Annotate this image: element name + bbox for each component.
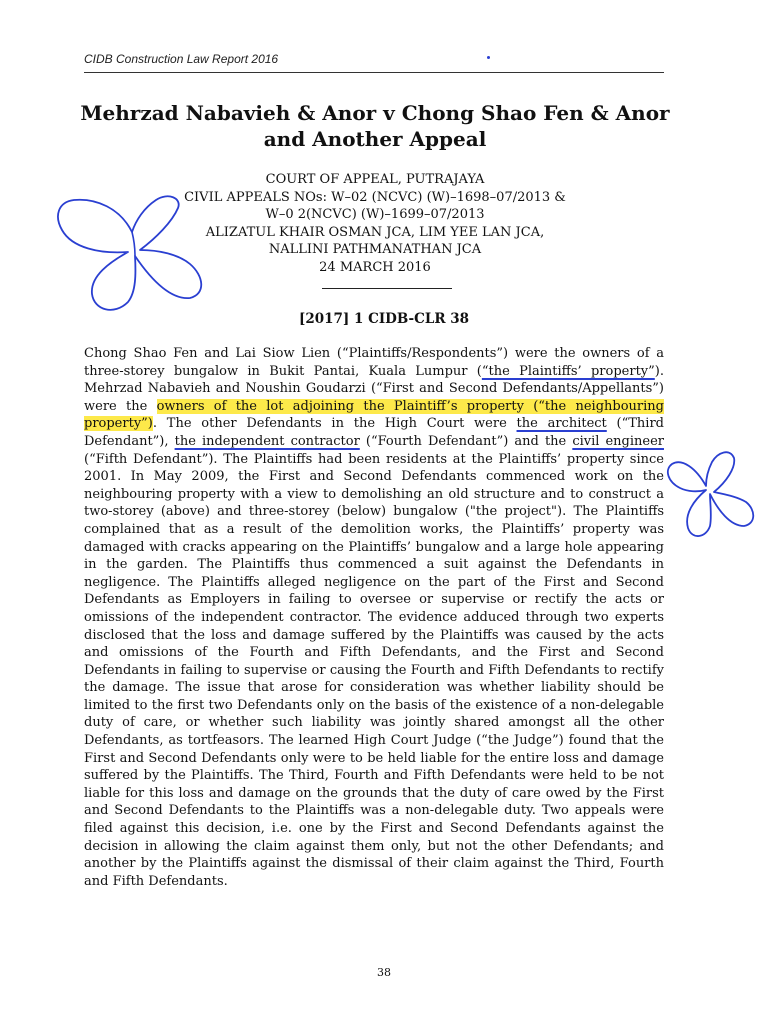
appeal-numbers-line-2: W–0 2(NCVC) (W)–1699–07/2013 — [265, 207, 485, 222]
page-number: 38 — [377, 966, 391, 979]
highlighted-phrase: owners of the lot adjoining the Plaintiff’s property (“the neighbouring property”) — [84, 398, 664, 432]
section-divider — [322, 288, 452, 289]
judges-line-1: ALIZATUL KHAIR OSMAN JCA, LIM YEE LAN JCA, — [205, 224, 545, 240]
appeal-numbers-line-1: CIVIL APPEALS NOs: W–02 (NCVC) (W)–1698–07/2013 & — [184, 189, 566, 205]
body-text-segment: ). Mehrzad Nabavieh and Noushin Goudarzi (“First and Second Defendants/Appellants”) were the — [84, 363, 664, 414]
headnote-paragraph — [84, 345, 664, 890]
body-text-segment: Chong Shao Fen and Lai Siow Lien (“Plaintiffs/Respondents”) were the owners of a three-storey bungalow in Bukit Pantai, Kuala Lumpur ( — [84, 346, 664, 379]
ink-dot — [487, 56, 490, 59]
judges-line-2: NALLINI PATHMANATHAN JCA — [268, 242, 482, 257]
body-text-segment: (“Third Defendant”), — [84, 416, 664, 449]
body-text-segment: (“Fourth Defendant”) and the — [359, 433, 573, 449]
header-rule — [84, 72, 664, 73]
underlined-phrase: civil engineer — [572, 433, 664, 449]
butterfly-doodle-left — [40, 190, 210, 325]
running-head: CIDB Construction Law Report 2016 — [84, 52, 279, 66]
butterfly-doodle-right — [660, 448, 760, 548]
citation: [2017] 1 CIDB-CLR 38 — [298, 311, 470, 327]
underlined-phrase: the independent contractor — [174, 433, 360, 449]
court-name: COURT OF APPEAL, PUTRAJAYA — [265, 172, 485, 187]
case-title: Mehrzad Nabavieh & Anor v Chong Shao Fen & Anor and Another Appeal — [80, 101, 670, 151]
body-text-segment: (“Fifth Defendant”). The Plaintiffs had been residents at the Plaintiffs’ property since 2001. In May 2009, the First and Second Defendants commenced work on the neighbouring property with a view to demolishing an old structure and to construct a two-storey (above) and three-storey (below) bungalow ("the project"). The Plaintiffs complained that as a result of the demolition works, the Plaintiffs’ property was damaged with cracks appearing on the Plaintiffs’ bungalow and a large hole appearing in the garden. The Plaintiffs thus commenced a suit against the Defendants in negligence. The Plaintiffs alleged negligence on the part of the First and Second Defendants as Employers in failing to oversee or supervise or rectify the acts or omissions of the independent contractor. The evidence adduced through two experts disclosed that the loss and damage suffered by the Plaintiffs was caused by the acts and omissions of the Fourth and Fifth Defendants, and the First and Second Defendants in failing to supervise or causing the Fourth and Fifth Defendants to rectify the damage. The issue that arose for consideration was whether liability should be limited to the first two Defendants only on the basis of the existence of a non-delegable duty of care, or whether such liability was jointly shared amongst all the other Defendants, as tortfeasors. The learned High Court Judge (“the Judge”) found that the First and Second Defendants only were to be held liable for the entire loss and damage suffered by the Plaintiffs. The Third, Fourth and Fifth Defendants were held to be not liable for this loss and damage on the grounds that the duty of care owed by the First and Second Defendants to the Plaintiffs was a non-delegable duty. Two appeals were filed against this decision, i.e. one by the First and Second Defendants against the decision in allowing the claim against them only, but not the other Defendants; and another by the Plaintiffs against the dismissal of their claim against the Third, Fourth and Fifth Defendants. — [84, 451, 664, 889]
underlined-phrase: the architect — [516, 416, 607, 432]
decision-date: 24 MARCH 2016 — [319, 259, 431, 275]
underlined-phrase: “the Plaintiffs’ property” — [481, 363, 655, 379]
body-text-segment: . The other Defendants in the High Court were — [152, 416, 517, 432]
